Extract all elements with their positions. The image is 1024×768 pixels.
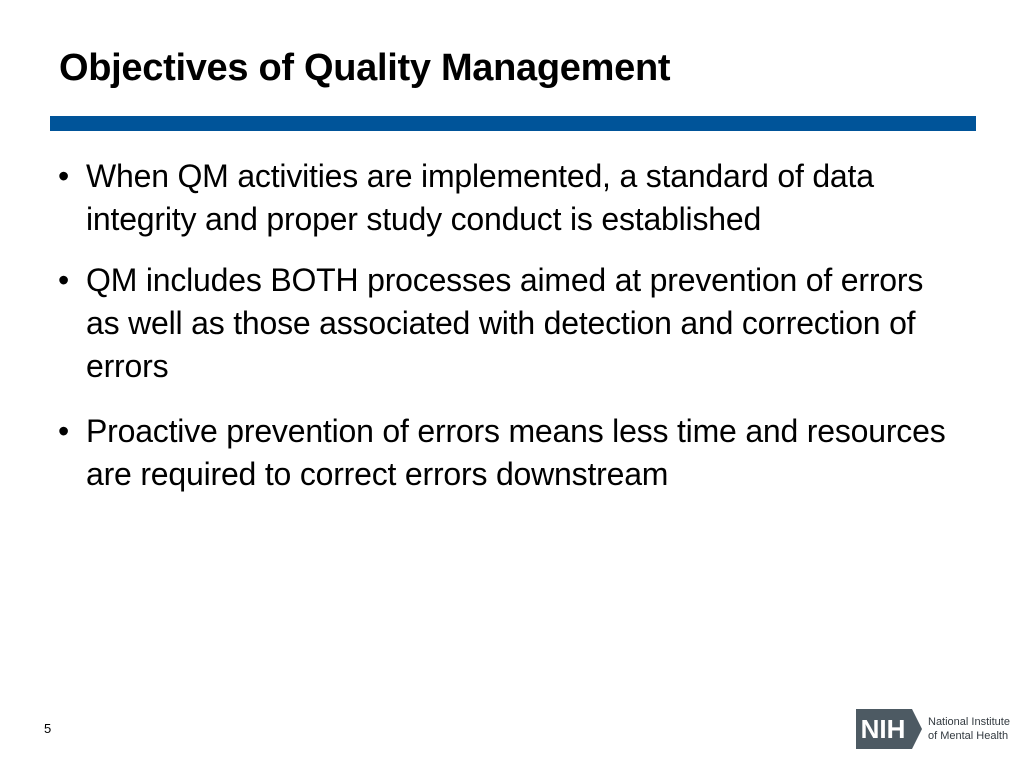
svg-text:NIH: NIH [860, 714, 906, 744]
slide-title: Objectives of Quality Management [59, 47, 671, 89]
bullet-marker: • [58, 158, 70, 194]
bullet-text: Proactive prevention of errors means less time and resources are required to correct errors downstream [86, 413, 946, 492]
bullet-item [58, 155, 958, 241]
bullet-marker: • [58, 413, 70, 449]
slide-number: 5 [44, 721, 52, 736]
bullet-marker: • [58, 262, 70, 298]
title-divider-bar [50, 116, 976, 131]
bullet-item [58, 410, 958, 496]
nih-logo-line1: National Institute [928, 716, 1010, 728]
bullet-text: QM includes BOTH processes aimed at prevention of errors as well as those associated with detection and correction of errors [86, 262, 924, 384]
bullet-text: When QM activities are implemented, a standard of data integrity and proper study conduct is established [86, 158, 874, 237]
bullet-list [58, 155, 958, 496]
nih-logo-icon [856, 709, 922, 749]
nih-logo-line2: of Mental Health [928, 730, 1009, 742]
bullet-item [58, 259, 958, 388]
nih-logo [856, 709, 1010, 749]
nih-logo-text [928, 715, 1010, 743]
